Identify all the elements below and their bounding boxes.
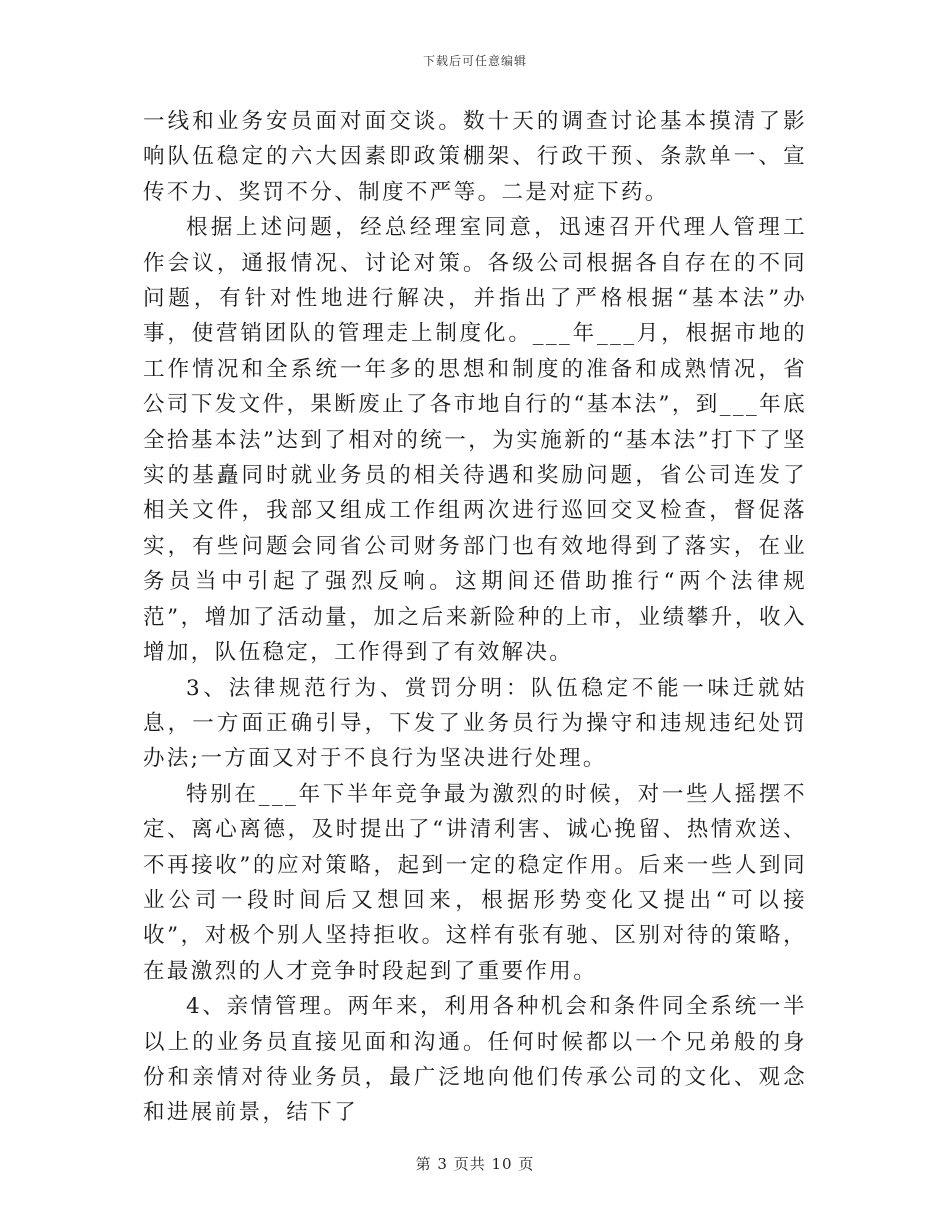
page-number-footer: 第 3 页共 10 页 (415, 1155, 535, 1173)
paragraph-1: 一线和业务安员面对面交谈。数十天的调查讨论基本摸清了影响队伍稳定的六大因素即政策棚架、行政干预、条款单一、宣传不力、奖罚不分、制度不严等。二是对症下药。 (143, 109, 807, 205)
document-body (143, 104, 807, 1131)
paragraph-2: 根据上述问题，经总经理室同意，迅速召开代理人管理工作会议，通报情况、讨论对策。各级公司根据各自存在的不同问题，有针对性地进行解决，并指出了严格根据“基本法”办事，使营销团队的管理走上制度化。___年___月，根据市地的工作情况和全系统一年多的思想和制度的准备和成熟情况，省公司下发文件，果断废止了各市地自行的“基本法”，到___年底全拾基本法”达到了相对的统一，为实施新的“基本法”打下了坚实的基矗同时就业务员的相关待遇和奖励问题，省公司连发了相关文件，我部又组成工作组两次进行巡回交叉检查，督促落实，有些问题会同省公司财务部门也有效地得到了落实，在业务员当中引起了强烈反响。这期间还借助推行“两个法律规范”，增加了活动量，加之后来新险种的上市，业绩攀升，收入增加，队伍稳定，工作得到了有效解决。 (143, 215, 807, 666)
paragraph-3: 3、法律规范行为、赏罚分明：队伍稳定不能一味迁就姑息，一方面正确引导，下发了业务员行为操守和违规违纪处罚办法;一方面又对于不良行为坚决进行处理。 (143, 675, 807, 772)
paragraph-5: 4、亲情管理。两年来，利用各种机会和条件同全系统一半以上的业务员直接见面和沟通。任何时候都以一个兄弟般的身份和亲情对待业务员，最广泛地向他们传承公司的文化、观念和进展前景，结下了 (143, 994, 807, 1126)
paragraph-4: 特别在___年下半年竞争最为激烈的时候，对一些人摇摆不定、离心离德，及时提出了“讲清利害、诚心挽留、热情欢送、不再接收”的应对策略，起到一定的稳定作用。后来一些人到同业公司一段时间后又想回来，根据形势变化又提出“可以接收”，对极个别人坚持拒收。这样有张有驰、区别对待的策略，在最激烈的人才竞争时段起到了重要作用。 (143, 781, 807, 984)
page-header: 下载后可任意编辑 (422, 54, 527, 68)
